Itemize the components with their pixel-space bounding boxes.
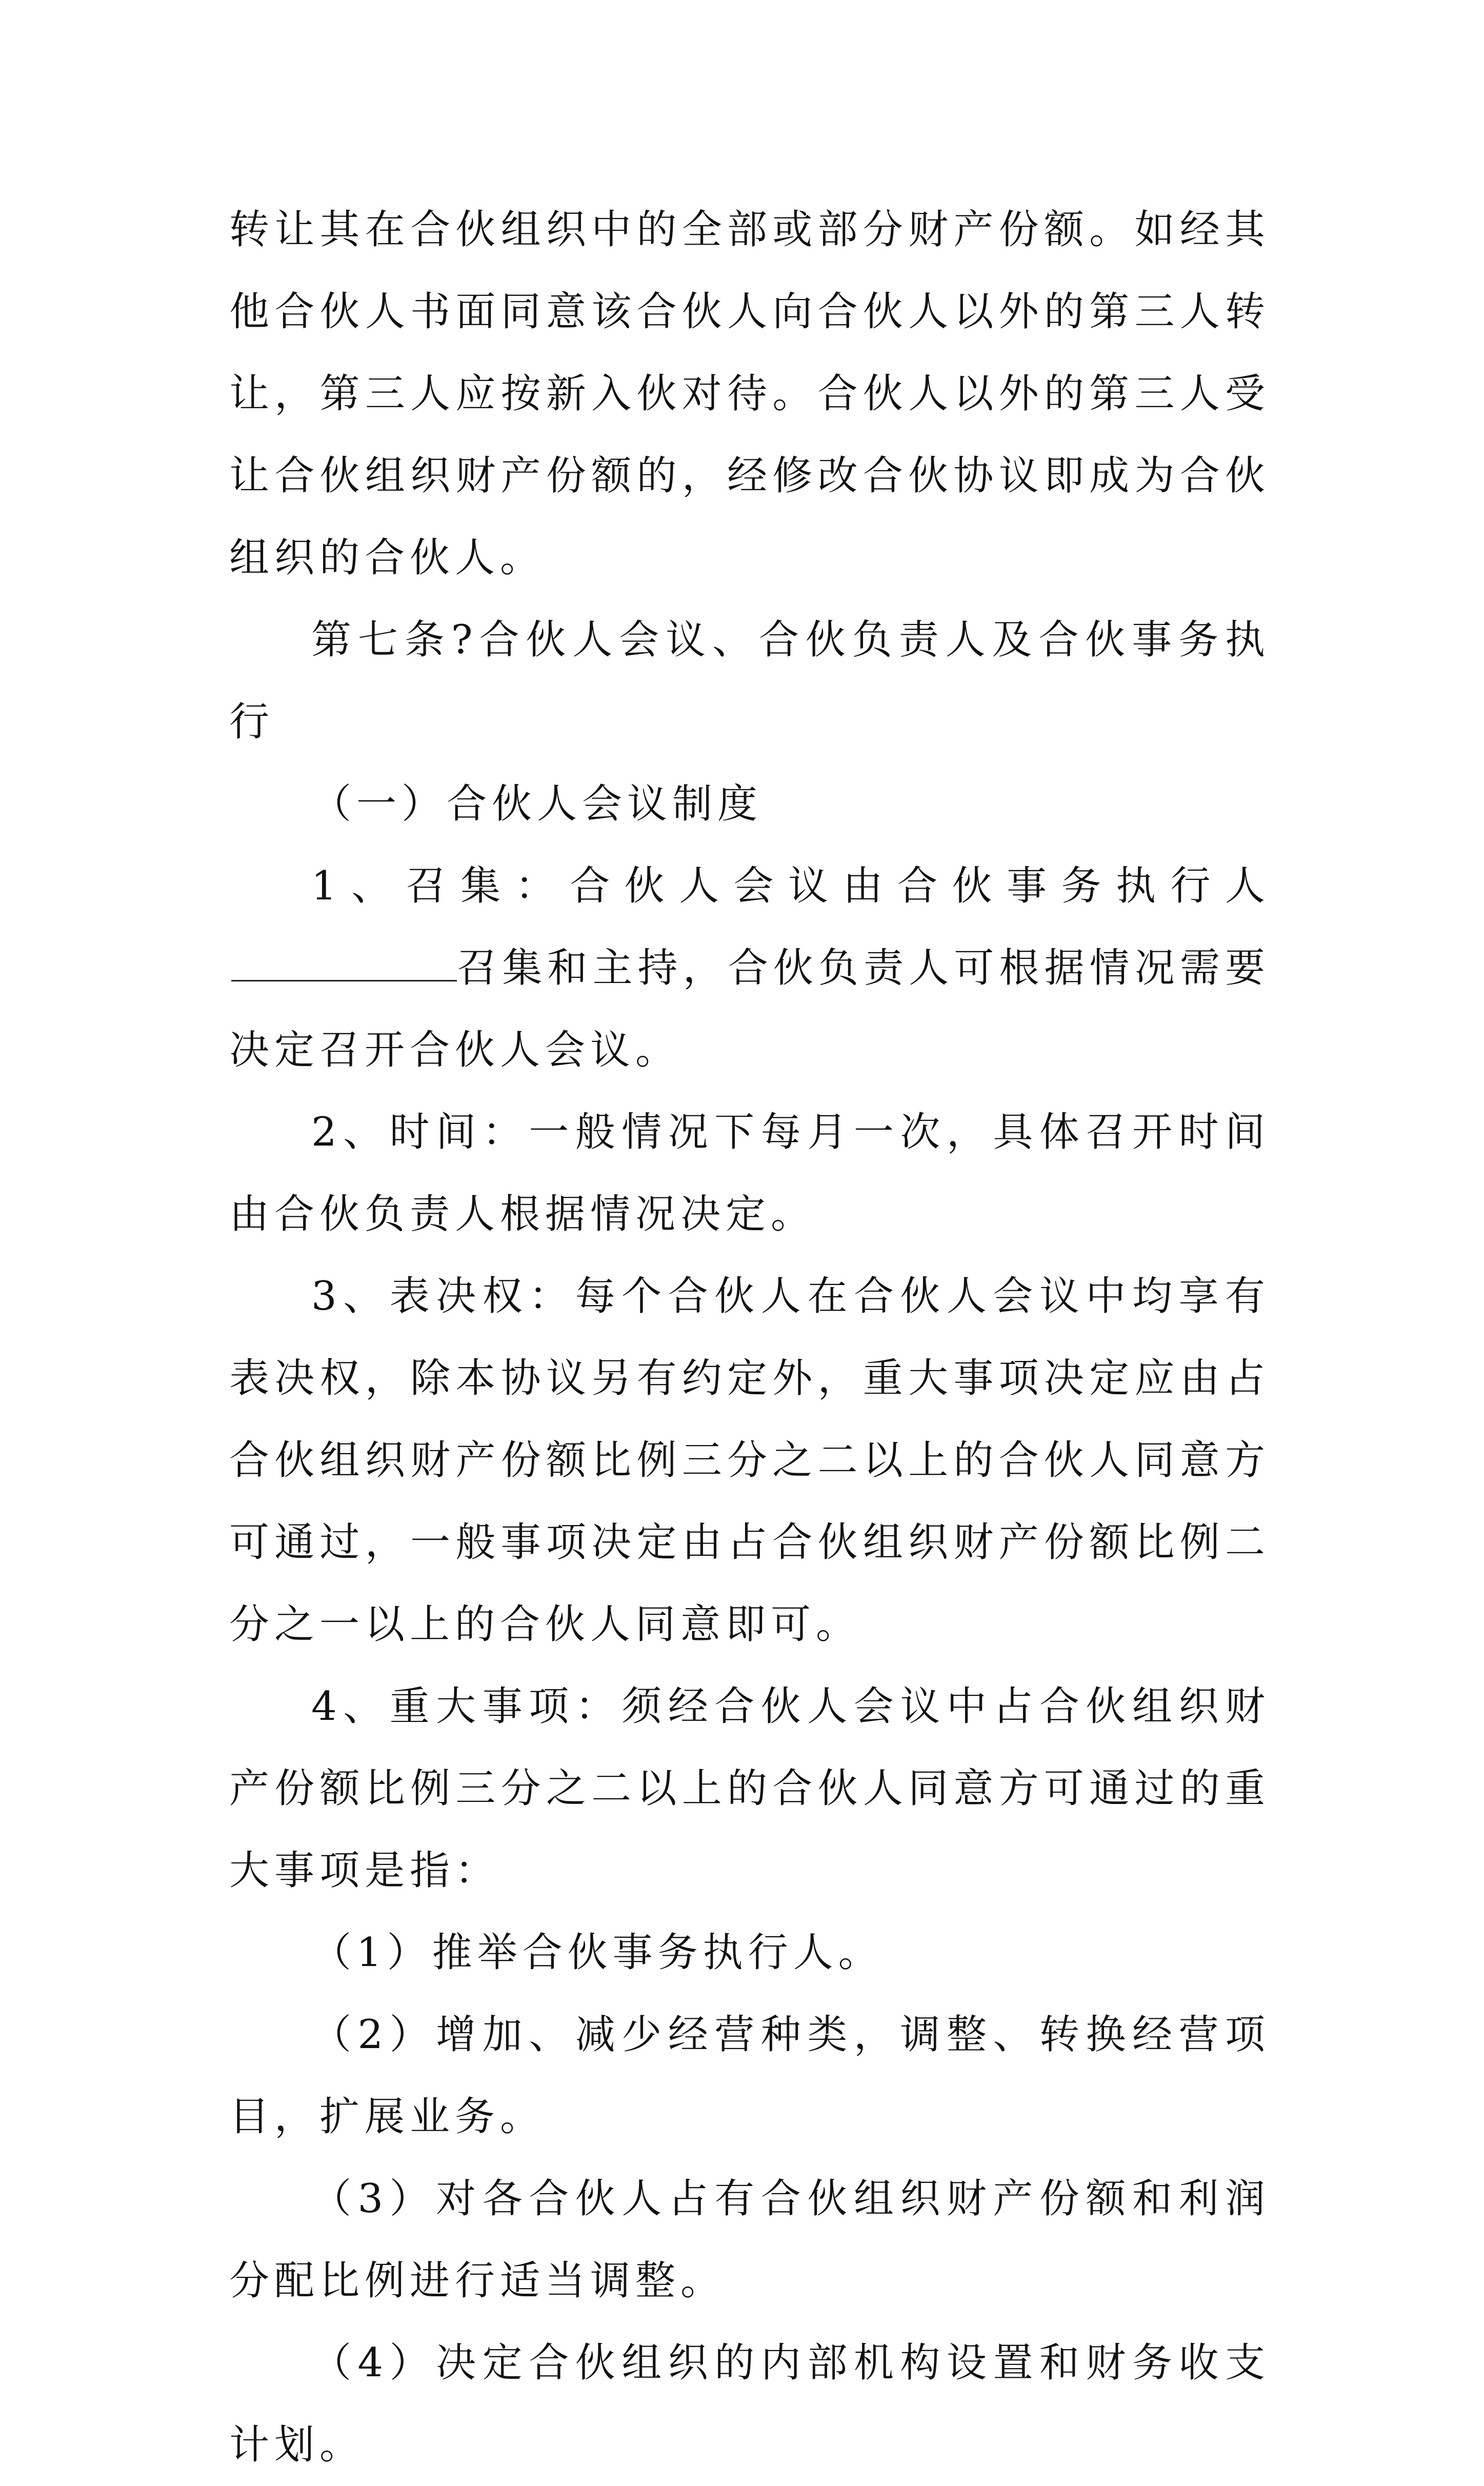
- article-7-heading: 第七条?合伙人会议、合伙负责人及合伙事务执行: [229, 617, 1270, 745]
- clause-major-matters: 4、重大事项：须经合伙人会议中占合伙组织财产份额比例三分之二以上的合伙人同意方可通过的重大事项是指：: [229, 1683, 1270, 1894]
- sub-item-3: （3）对各合伙人占有合伙组织财产份额和利润分配比例进行适当调整。: [229, 2176, 1270, 2304]
- paragraph-transfer: 转让其在合伙组织中的全部或部分财产份额。如经其他合伙人书面同意该合伙人向合伙人以外的第三人转让，第三人应按新入伙对待。合伙人以外的第三人受让合伙组织财产份额的，经修改合伙协议即成为合伙组织的合伙人。: [229, 207, 1270, 581]
- clause-convening-rest: 召集和主持，合伙负责人可根据情况需要决定召开合伙人会议。: [229, 945, 1270, 1073]
- blank-fill-line[interactable]: [231, 949, 457, 981]
- sub-item-1: （1）推举合伙事务执行人。: [311, 1930, 884, 1976]
- clause-convening: [229, 845, 1270, 1091]
- sub-item-2: （2）增加、减少经营种类，调整、转换经营项目，扩展业务。: [229, 2012, 1270, 2140]
- clause-voting-rights: 3、表决权：每个合伙人在合伙人会议中均享有表决权，除本协议另有约定外，重大事项决定应由占合伙组织财产份额比例三分之二以上的合伙人同意方可通过，一般事项决定由占合伙组织财产份额比例二分之一以上的合伙人同意即可。: [229, 1273, 1270, 1648]
- clause-time: 2、时间：一般情况下每月一次，具体召开时间由合伙负责人根据情况决定。: [229, 1109, 1270, 1237]
- document-body: [229, 189, 1270, 2486]
- sub-item-4: （4）决定合伙组织的内部机构设置和财务收支计划。: [229, 2340, 1270, 2468]
- section-partner-meeting-heading: （一）合伙人会议制度: [311, 781, 763, 827]
- clause-convening-lead: 1、召集：合伙人会议由合伙事务执行人: [311, 863, 1270, 909]
